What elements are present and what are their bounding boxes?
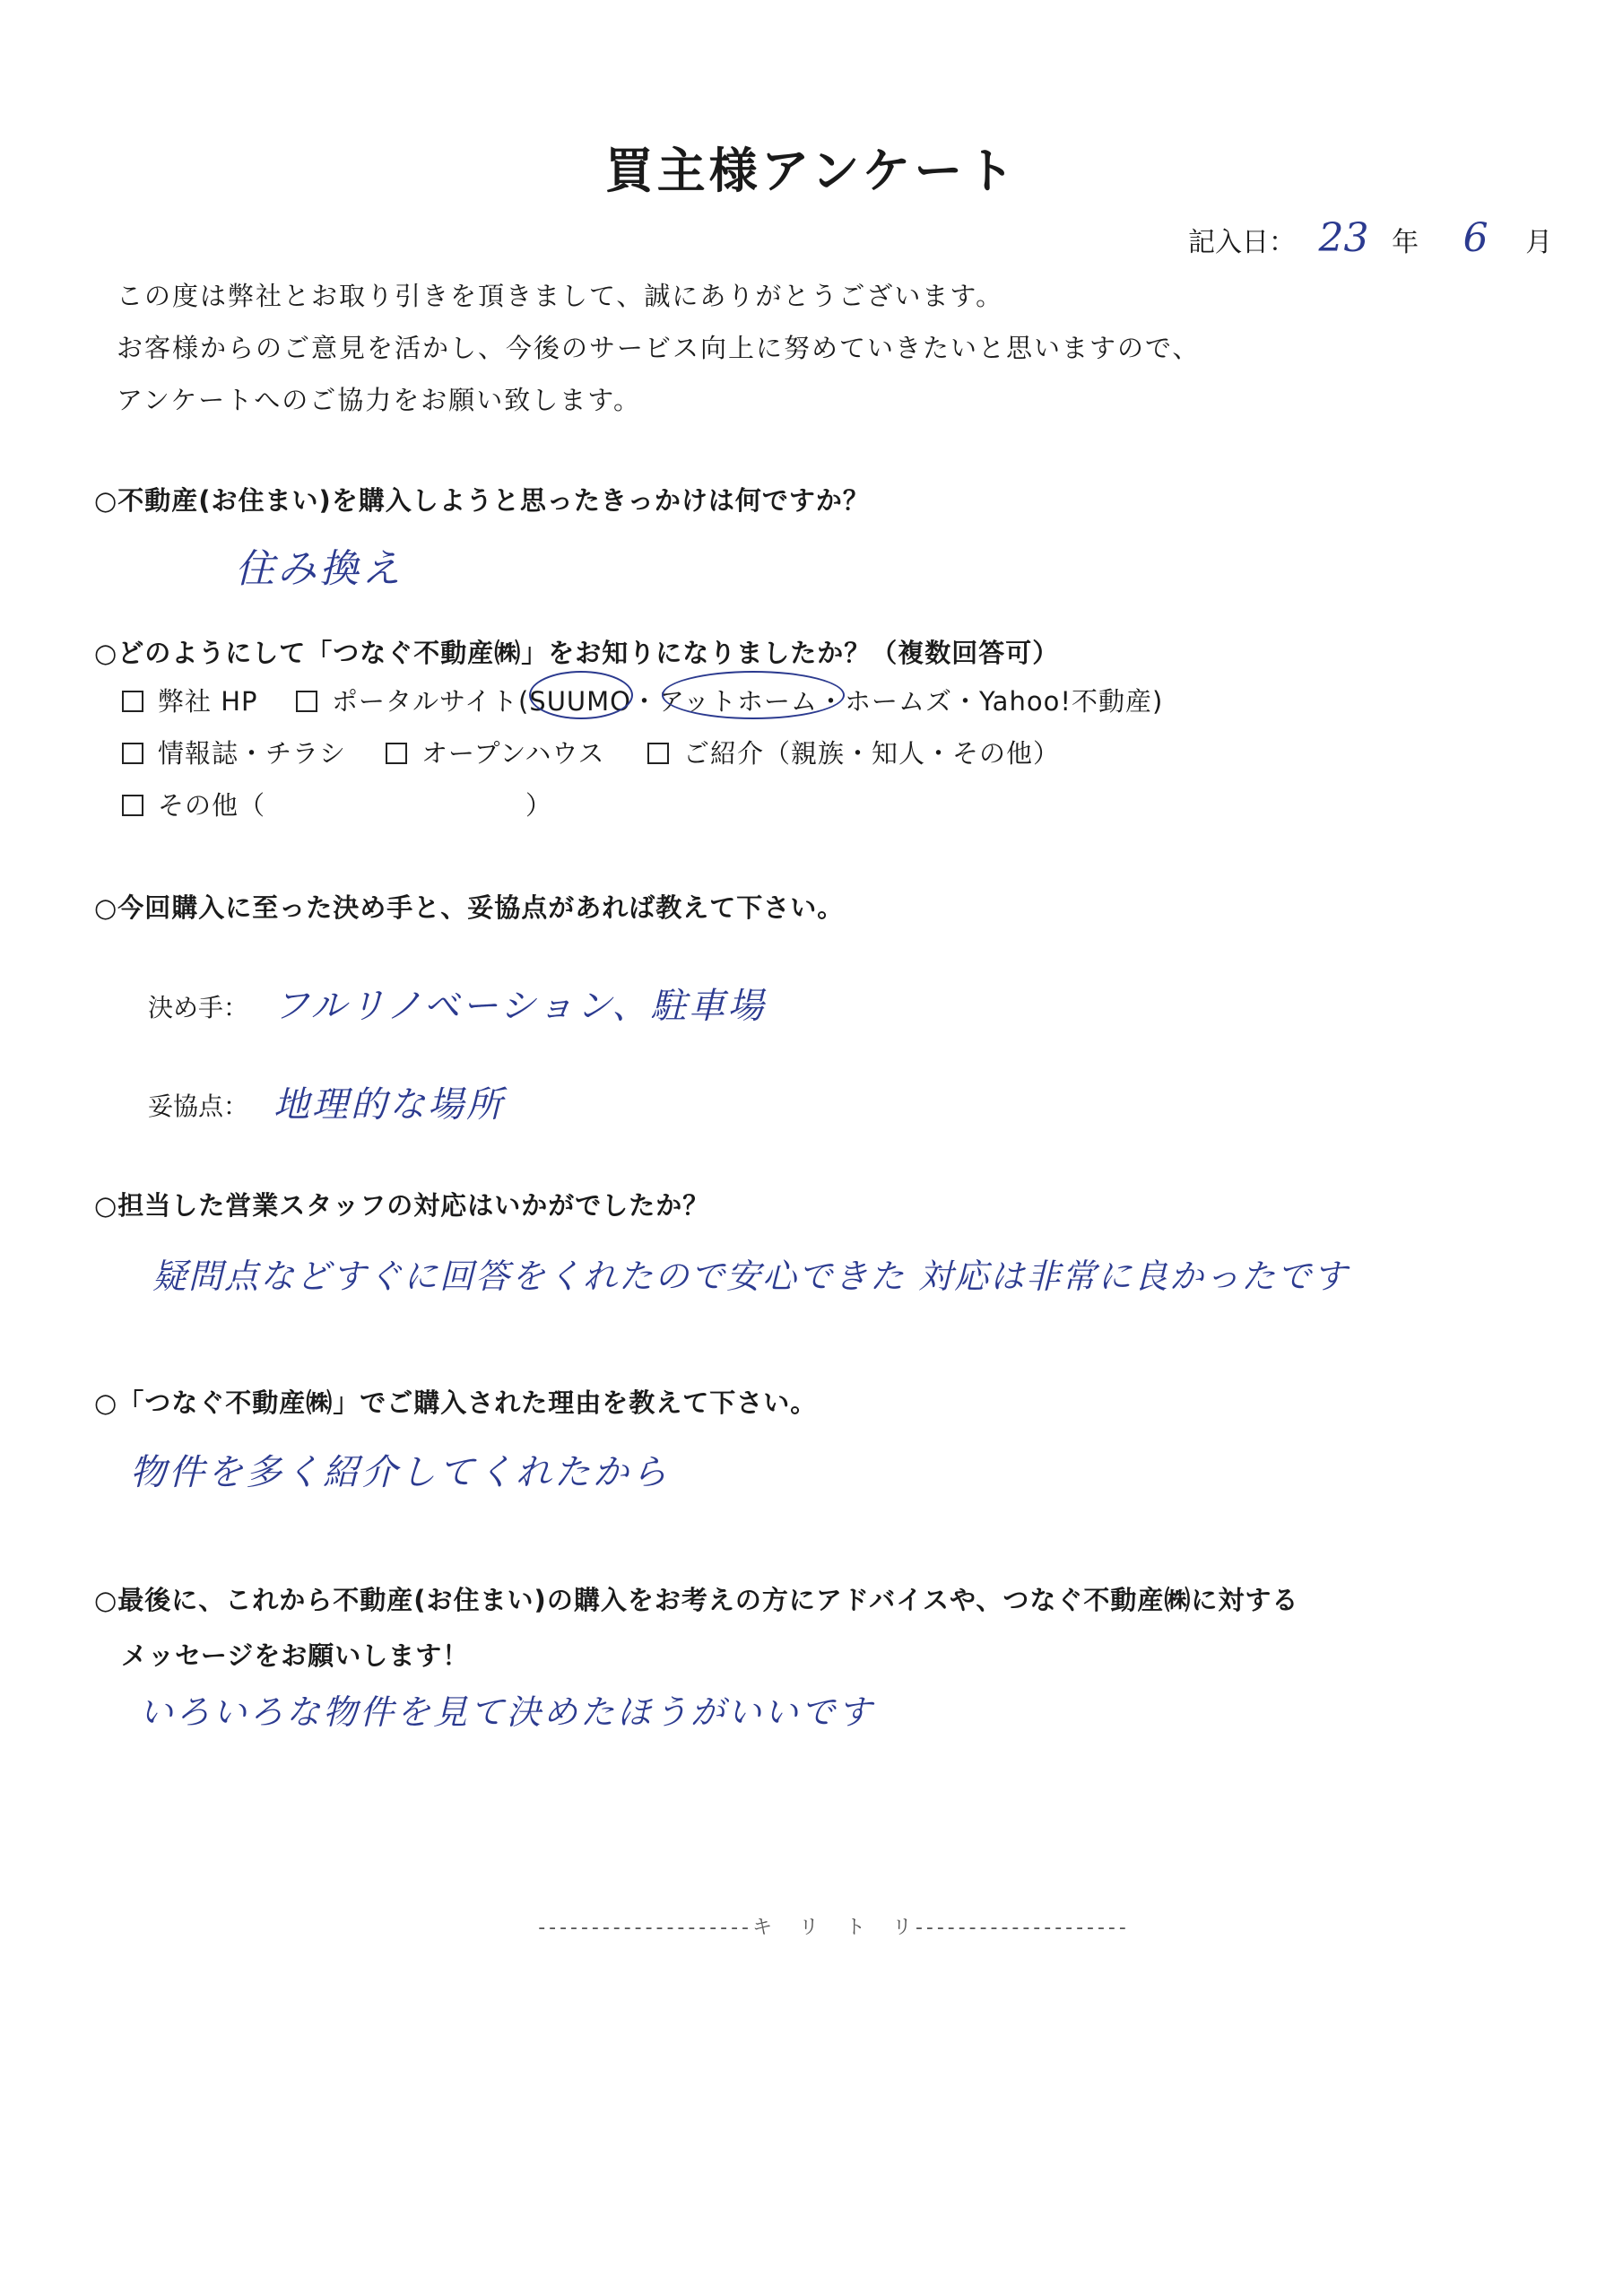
intro-line-1: この度は弊社とお取り引きを頂きまして、誠にありがとうございます。 bbox=[117, 281, 1004, 311]
checkbox-hp[interactable] bbox=[122, 691, 143, 712]
answer-5: 物件を多く紹介してくれたから bbox=[130, 1452, 670, 1493]
entry-date bbox=[1188, 215, 1552, 261]
question-5: ○「つなぐ不動産㈱」でご購入された理由を教えて下さい。 bbox=[94, 1387, 818, 1418]
intro-line-3: アンケートへのご協力をお願い致します。 bbox=[117, 385, 641, 415]
option-other bbox=[122, 786, 552, 822]
question-6-line-1: ○最後に、これから不動産(お住まい)の購入をお考えの方にアドバイスや、つなぐ不動産㈱に対する bbox=[94, 1585, 1299, 1615]
option-magazine-label: 情報誌・チラシ bbox=[158, 738, 347, 769]
option-openhouse bbox=[386, 734, 605, 770]
compromise-label: 妥協点： bbox=[148, 1091, 249, 1121]
date-label: 記入日： bbox=[1188, 227, 1296, 258]
page-title: 買主様アンケート bbox=[604, 143, 1019, 199]
intro-line-2: お客様からのご意見を活かし、今後のサービス向上に努めていきたいと思いますので、 bbox=[117, 333, 1201, 363]
option-referral bbox=[647, 734, 1060, 770]
deciding-answer: フルリノベーション、駐車場 bbox=[273, 986, 767, 1027]
checkbox-magazine[interactable] bbox=[122, 743, 143, 764]
option-openhouse-label: オープンハウス bbox=[421, 738, 605, 769]
handwritten-circle-suumo bbox=[529, 671, 633, 719]
option-hp-label: 弊社 HP bbox=[158, 686, 258, 717]
answer-4: 疑問点などすぐに回答をくれたので安心できた 対応は非常に良かったです bbox=[152, 1257, 1350, 1296]
question-4: ○担当した営業スタッフの対応はいかがでしたか？ bbox=[94, 1190, 710, 1221]
answer-1: 住み換え bbox=[235, 546, 404, 592]
answer-6: いろいろな物件を見て決めたほうがいいです bbox=[139, 1692, 875, 1732]
checkbox-referral[interactable] bbox=[647, 743, 669, 764]
handwritten-circle-athome bbox=[662, 671, 845, 719]
option-portal-label: ポータルサイト(SUUMO・アットホーム・ホームズ・Yahoo!不動産) bbox=[332, 686, 1164, 717]
checkbox-other[interactable] bbox=[122, 795, 143, 816]
option-magazine bbox=[122, 734, 346, 770]
deciding-label: 決め手： bbox=[148, 993, 249, 1022]
option-hp bbox=[122, 682, 258, 718]
date-year-unit: 年 bbox=[1392, 227, 1419, 258]
date-month-value: 6 bbox=[1462, 215, 1488, 261]
question-1: ○不動産(お住まい)を購入しようと思ったきっかけは何ですか？ bbox=[94, 485, 870, 516]
option-other-close: ） bbox=[525, 790, 553, 821]
cut-line: --------------------キ リ ト リ-------------------- bbox=[538, 1917, 1130, 1939]
question-3: ○今回購入に至った決め手と、妥協点があれば教えて下さい。 bbox=[94, 892, 845, 923]
question-6-line-2: メッセージをお願いします！ bbox=[121, 1640, 470, 1671]
checkbox-portal[interactable] bbox=[296, 691, 317, 712]
option-other-label: その他（ bbox=[158, 790, 266, 821]
checkbox-openhouse[interactable] bbox=[386, 743, 407, 764]
option-referral-label: ご紹介（親族・知人・その他） bbox=[683, 738, 1061, 769]
question-2: ○どのようにして「つなぐ不動産㈱」をお知りになりましたか？（複数回答可） bbox=[94, 638, 1060, 668]
date-month-unit: 月 bbox=[1525, 227, 1553, 258]
compromise-answer: 地理的な場所 bbox=[273, 1084, 505, 1126]
date-year-value: 23 bbox=[1318, 215, 1369, 261]
